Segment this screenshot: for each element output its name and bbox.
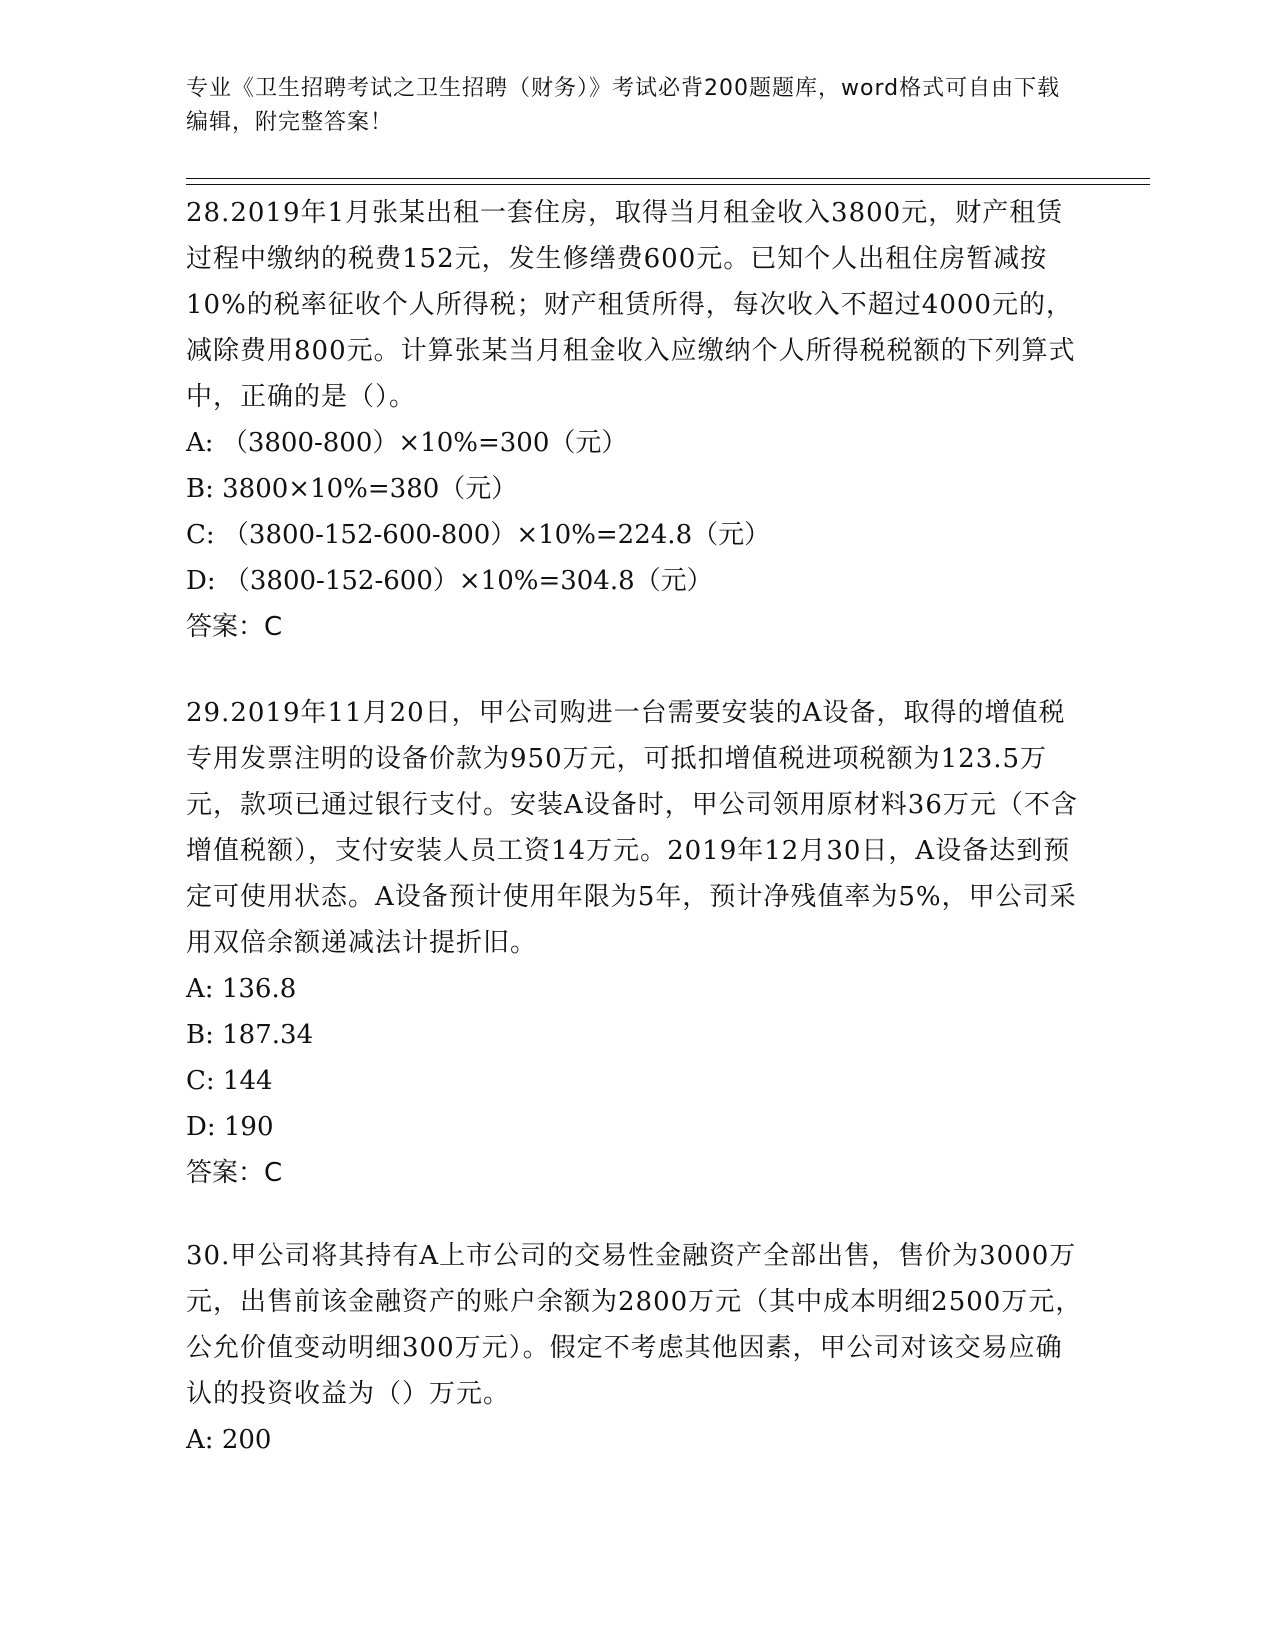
question-stem: 29.2019年11月20日，甲公司购进一台需要安装的A设备，取得的增值税专用发票注明的设备价款为950万元，可抵扣增值税进项税额为123.5万元，款项已通过银行支付。安装A设备时，甲公司领用原材料36万元（不含增值税额），支付安装人员工资14万元。2019年12月30日，A设备达到预定可使用状态。A设备预计使用年限为5年，预计净残值率为5%，甲公司采用双倍余额递减法计提折旧。 <box>186 698 1078 958</box>
answer-line: 答案：C <box>186 612 283 642</box>
option-text: 144 <box>222 1066 273 1096</box>
answer-line: 答案：C <box>186 1158 283 1188</box>
option-key: D: <box>186 566 216 596</box>
option-key: D: <box>186 1112 216 1142</box>
option-text: 187.34 <box>222 1020 314 1050</box>
option-c <box>186 1058 1086 1104</box>
option-text: 3800×10%=380（元） <box>222 474 518 504</box>
option-text: （3800-152-600-800）×10%=224.8（元） <box>222 520 771 550</box>
option-b <box>186 466 1086 512</box>
option-a <box>186 1417 1086 1463</box>
option-key: A: <box>186 428 214 458</box>
option-key: C: <box>186 1066 215 1096</box>
option-b <box>186 1012 1086 1058</box>
option-text: 136.8 <box>221 974 297 1004</box>
option-d <box>186 558 1086 604</box>
option-text: （3800-800）×10%=300（元） <box>221 428 628 458</box>
option-text: 190 <box>223 1112 274 1142</box>
option-key: A: <box>186 974 214 1004</box>
header-text: 专业《卫生招聘考试之卫生招聘（财务）》考试必背200题题库，word格式可自由下载编辑，附完整答案！ <box>186 76 1061 135</box>
document-header <box>186 72 1066 140</box>
header-divider-top <box>186 178 1150 179</box>
question-stem: 28.2019年1月张某出租一套住房，取得当月租金收入3800元，财产租赁过程中缴纳的税费152元，发生修缮费600元。已知个人出租住房暂减按10%的税率征收个人所得税；财产租赁所得，每次收入不超过4000元的，减除费用800元。计算张某当月租金收入应缴纳个人所得税税额的下列算式中，正确的是（）。 <box>186 198 1076 412</box>
option-a <box>186 966 1086 1012</box>
option-a <box>186 420 1086 466</box>
option-key: A: <box>186 1425 214 1455</box>
option-text: 200 <box>221 1425 272 1455</box>
question-28 <box>186 190 1086 650</box>
question-30 <box>186 1233 1086 1463</box>
header-divider-bottom <box>186 184 1150 185</box>
option-d <box>186 1104 1086 1150</box>
option-c <box>186 512 1086 558</box>
option-key: B: <box>186 474 214 504</box>
option-text: （3800-152-600）×10%=304.8（元） <box>223 566 713 596</box>
question-29 <box>186 690 1086 1196</box>
question-stem: 30.甲公司将其持有A上市公司的交易性金融资产全部出售，售价为3000万元，出售前该金融资产的账户余额为2800万元（其中成本明细2500万元，公允价值变动明细300万元）。假定不考虑其他因素，甲公司对该交易应确认的投资收益为（）万元。 <box>186 1241 1083 1409</box>
option-key: B: <box>186 1020 214 1050</box>
option-key: C: <box>186 520 215 550</box>
